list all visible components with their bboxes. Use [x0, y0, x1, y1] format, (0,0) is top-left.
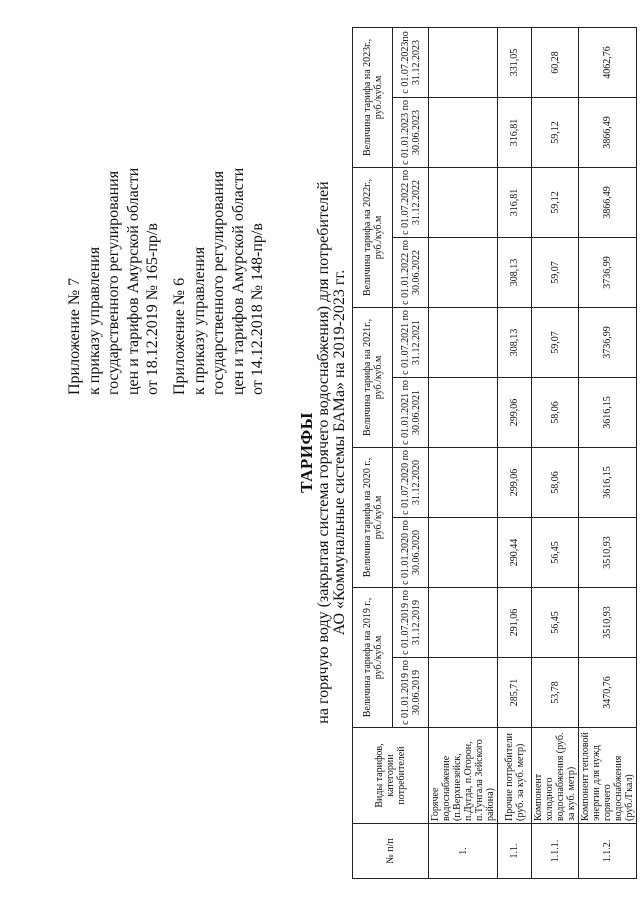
value-cell	[429, 237, 498, 307]
value-cell: 59,12	[532, 97, 579, 167]
table-row	[579, 27, 637, 878]
value-cell	[429, 27, 498, 97]
value-cell: 59,07	[532, 237, 579, 307]
appendix-6-line: от 14.12.2018 № 148-пр/в	[249, 223, 266, 395]
value-cell: 3736,99	[579, 237, 637, 307]
value-cell: 316,81	[498, 97, 532, 167]
value-cell: 299,06	[498, 447, 532, 517]
value-cell: 308,13	[498, 237, 532, 307]
appendix-6-line: к приказу управления	[190, 246, 208, 395]
value-cell: 299,06	[498, 377, 532, 447]
header-year-2021: Величина тарифа на 2021г., руб./куб.м	[353, 307, 393, 447]
appendix-7-block	[65, 168, 163, 395]
header-number: № п/п	[353, 824, 429, 879]
value-cell: 53,78	[532, 658, 579, 728]
appendix-6-line: цен и тарифов Амурской области	[229, 167, 247, 395]
value-cell	[429, 587, 498, 657]
table-row	[429, 27, 498, 878]
value-cell: 3616,15	[579, 377, 637, 447]
appendix-6-block	[170, 168, 268, 395]
header-period: с 01.07.2019 по 31.12.2019	[393, 587, 429, 657]
row-number: 1.1.1.	[532, 824, 579, 879]
value-cell: 3510,93	[579, 517, 637, 587]
value-cell: 56,45	[532, 517, 579, 587]
value-cell: 285,71	[498, 658, 532, 728]
header-year-2023: Величина тарифа на 2023г., руб./куб.м	[353, 27, 393, 167]
document-subtitle: на горячую воду (закрытая система горячего водоснабжения) для потребителей	[315, 181, 332, 724]
header-year-2020: Величина тарифа на 2020 г., руб./куб.м	[353, 447, 393, 587]
value-cell: 4062,76	[579, 27, 637, 97]
header-year-2019: Величина тарифа на 2019 г., руб./куб.м	[353, 587, 393, 727]
row-label: Горячее водоснабжение (п.Верхнезейск, п.Дугда, п.Огорон, п.Тунгала Зейского района)	[429, 728, 498, 824]
value-cell: 331,05	[498, 27, 532, 97]
value-cell: 58,06	[532, 377, 579, 447]
header-period: с 01.01.2022 по 30.06.2022	[393, 237, 429, 307]
appendix-6-line: Приложение № 6	[171, 277, 188, 395]
value-cell	[429, 658, 498, 728]
value-cell	[429, 97, 498, 167]
header-period: с 01.01.2021 по 30.06.2021	[393, 377, 429, 447]
value-cell: 59,12	[532, 167, 579, 237]
value-cell	[429, 307, 498, 377]
value-cell: 290,44	[498, 517, 532, 587]
value-cell: 316,81	[498, 167, 532, 237]
table-row	[532, 27, 579, 878]
document-title: ТАРИФЫ	[297, 412, 316, 493]
row-number: 1.	[429, 824, 498, 879]
table-header-row	[353, 27, 393, 878]
value-cell: 59,07	[532, 307, 579, 377]
row-label: Компонент тепловой энергии для нужд горячего водоснабжения (руб./Гкал)	[579, 728, 637, 824]
value-cell	[429, 377, 498, 447]
value-cell: 3736,99	[579, 307, 637, 377]
value-cell: 56,45	[532, 587, 579, 657]
value-cell: 3866,49	[579, 167, 637, 237]
appendix-7-line: к приказу управления	[85, 246, 103, 395]
table-row	[498, 27, 532, 878]
header-period: с 01.07.2021 по 31.12.2021	[393, 307, 429, 377]
document-subtitle: АО «Коммунальные системы БАМа» на 2019-2023 гг.	[331, 269, 348, 636]
appendix-7-line: Приложение № 7	[66, 277, 83, 395]
row-number: 1.1.2.	[579, 824, 637, 879]
header-period: с 01.01.2023 по 30.06.2023	[393, 97, 429, 167]
value-cell	[429, 167, 498, 237]
row-label: Компонент холодного водоснабжения (руб. за куб. метр)	[532, 728, 579, 824]
header-period: с 01.07.2022 по 31.12.2022	[393, 167, 429, 237]
header-period: с 01.07.2020 по 31.12.2020	[393, 447, 429, 517]
appendix-7-line: от 18.12.2019 № 165-пр/в	[144, 223, 161, 395]
value-cell: 3510,93	[579, 587, 637, 657]
value-cell: 58,06	[532, 447, 579, 517]
value-cell: 3470,76	[579, 658, 637, 728]
value-cell	[429, 517, 498, 587]
appendix-7-line: цен и тарифов Амурской области	[124, 167, 142, 395]
header-period: с 01.07.2023по 31.12.2023	[393, 27, 429, 97]
header-tariff-type: Виды тарифов, категории потребителей	[353, 728, 429, 824]
row-label: Прочие потребители (руб. за куб. метр)	[498, 728, 532, 824]
value-cell: 308,13	[498, 307, 532, 377]
header-period: с 01.01.2020 по 30.06.2020	[393, 517, 429, 587]
row-number: 1.1.	[498, 824, 532, 879]
header-period: с 01.01.2019 по 30.06.2019	[393, 658, 429, 728]
value-cell: 60,28	[532, 27, 579, 97]
appendix-6-line: государственного регулирования	[210, 170, 227, 395]
value-cell: 3616,15	[579, 447, 637, 517]
value-cell: 3866,49	[579, 97, 637, 167]
value-cell	[429, 447, 498, 517]
header-year-2022: Величина тарифа на 2022г., руб./куб.м	[353, 167, 393, 307]
tariff-table	[352, 27, 637, 879]
value-cell: 291,06	[498, 587, 532, 657]
appendix-7-line: государственного регулирования	[105, 170, 122, 395]
